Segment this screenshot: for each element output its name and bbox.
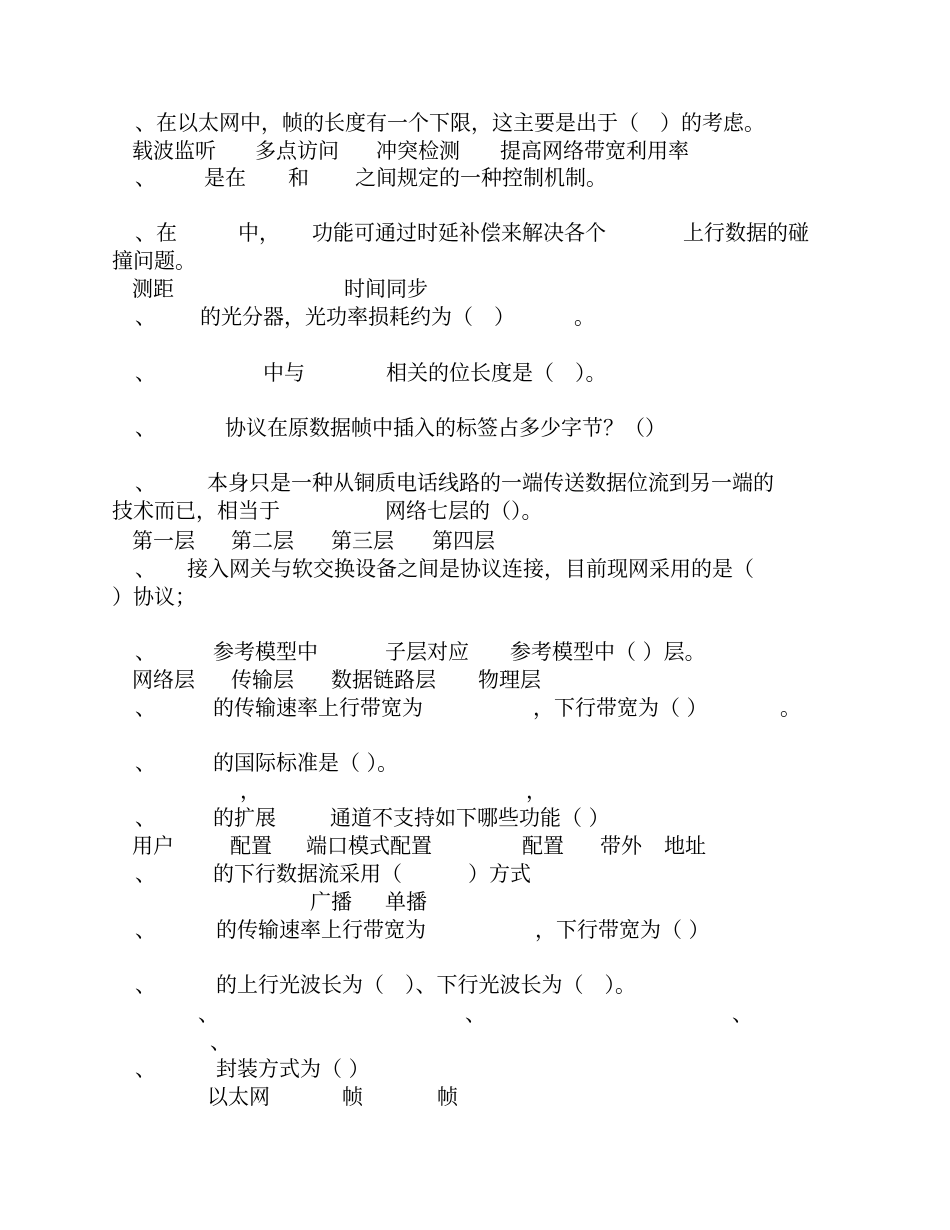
q1-options-seg-2: 多点访问 bbox=[255, 139, 339, 163]
q13-options-seg-2: 单播 bbox=[385, 890, 427, 914]
q15-text bbox=[0, 971, 950, 999]
q7-text bbox=[0, 469, 950, 497]
q2-text-seg-4: 之间规定的一种控制机制。 bbox=[355, 166, 607, 190]
q12-options-seg-4: 配置 bbox=[522, 834, 564, 858]
q13-text-seg-2: 的下行数据流采用（ bbox=[213, 862, 402, 886]
q4-text-seg-1: 、 bbox=[135, 305, 156, 329]
q3-text-seg-3: 功能可通过时延补偿来解决各个 bbox=[312, 221, 606, 245]
q9-options-seg-4: 物理层 bbox=[478, 668, 541, 692]
q3-text-seg-2: 中， bbox=[238, 221, 280, 245]
q12-options bbox=[0, 832, 950, 860]
q12-options-seg-5: 带外 bbox=[600, 834, 642, 858]
q3-text-cont-seg-1: 撞问题。 bbox=[112, 249, 196, 273]
q10-text bbox=[0, 694, 950, 722]
q12-options-seg-6: 地址 bbox=[664, 834, 706, 858]
q16-options-seg-1: 以太网 bbox=[207, 1085, 270, 1109]
q13-text-seg-1: 、 bbox=[135, 862, 156, 886]
q14-text bbox=[0, 916, 950, 944]
q12-options-seg-3: 端口模式配置 bbox=[306, 834, 432, 858]
q9-text-seg-4: 参考模型中（ ）层。 bbox=[510, 640, 706, 664]
q1-options-seg-4: 提高网络带宽利用率 bbox=[500, 139, 689, 163]
q9-text bbox=[0, 638, 950, 666]
q5-text-seg-2: 中与 bbox=[263, 361, 305, 385]
q10-text-seg-4: 。 bbox=[780, 696, 801, 720]
q11-options-seg-2: ， bbox=[526, 779, 547, 803]
q8-text-seg-2: 接入网关与软交换设备之间是协议连接，目前现网采用的是（ bbox=[187, 557, 754, 581]
q6-text-seg-2: 协议在原数据帧中插入的标签占多少字节？（） bbox=[225, 416, 666, 440]
q8-text-seg-1: 、 bbox=[135, 557, 156, 581]
q9-options-seg-1: 网络层 bbox=[132, 668, 195, 692]
q13-text-seg-3: ）方式 bbox=[468, 862, 531, 886]
q12-options-seg-1: 用户 bbox=[132, 834, 174, 858]
q3-text-seg-4: 上行数据的碰 bbox=[683, 221, 809, 245]
q14-text-seg-3: ，下行带宽为（ ） bbox=[535, 918, 710, 942]
q7-text-seg-1: 、 bbox=[135, 471, 156, 495]
q7-options-seg-3: 第三层 bbox=[331, 529, 394, 553]
q16-options-seg-3: 帧 bbox=[437, 1085, 458, 1109]
q13-options bbox=[0, 888, 950, 916]
q12-text-seg-1: 、 bbox=[135, 806, 156, 830]
q11-text-seg-1: 、 bbox=[135, 751, 156, 775]
q9-options-seg-2: 传输层 bbox=[231, 668, 294, 692]
q15-options-cont-seg-1: 、 bbox=[210, 1030, 231, 1054]
q3-text-seg-1: 、在 bbox=[135, 221, 177, 245]
q7-options bbox=[0, 527, 950, 555]
q11-text-seg-2: 的国际标准是（ ）。 bbox=[213, 751, 399, 775]
q16-text-seg-1: 、 bbox=[135, 1057, 156, 1081]
q13-text bbox=[0, 860, 950, 888]
q15-text-seg-1: 、 bbox=[135, 973, 156, 997]
q16-text bbox=[0, 1055, 950, 1083]
q1-text bbox=[0, 109, 950, 137]
q9-text-seg-1: 、 bbox=[135, 640, 156, 664]
q15-options bbox=[0, 1000, 950, 1028]
q3-options bbox=[0, 275, 950, 303]
q12-options-seg-2: 配置 bbox=[230, 834, 272, 858]
q6-text bbox=[0, 414, 950, 442]
q15-options-seg-1: 、 bbox=[198, 1002, 219, 1026]
q2-text-seg-1: 、 bbox=[135, 166, 156, 190]
q4-text-seg-2: 的光分器，光功率损耗约为（ ） bbox=[200, 305, 515, 329]
q1-options-seg-1: 载波监听 bbox=[132, 139, 216, 163]
q9-text-seg-2: 参考模型中 bbox=[213, 640, 318, 664]
q16-options bbox=[0, 1083, 950, 1111]
q3-options-seg-2: 时间同步 bbox=[344, 277, 428, 301]
q7-text-cont-seg-2: 网络七层的（）。 bbox=[385, 499, 543, 523]
q7-text-cont bbox=[0, 497, 950, 525]
q3-options-seg-1: 测距 bbox=[132, 277, 174, 301]
q15-options-seg-3: 、 bbox=[732, 1002, 753, 1026]
q4-text bbox=[0, 303, 950, 331]
q10-text-seg-1: 、 bbox=[135, 696, 156, 720]
q10-text-seg-3: ，下行带宽为（ ） bbox=[533, 696, 708, 720]
q11-options bbox=[0, 777, 950, 805]
q10-text-seg-2: 的传输速率上行带宽为 bbox=[213, 696, 423, 720]
q1-options-seg-3: 冲突检测 bbox=[376, 139, 460, 163]
q14-text-seg-1: 、 bbox=[135, 918, 156, 942]
q8-text bbox=[0, 555, 950, 583]
q2-text-seg-3: 和 bbox=[288, 166, 309, 190]
q3-text bbox=[0, 219, 950, 247]
q5-text bbox=[0, 359, 950, 387]
q7-options-seg-1: 第一层 bbox=[132, 529, 195, 553]
q12-text-seg-3: 通道不支持如下哪些功能（ ） bbox=[330, 806, 610, 830]
q9-options-seg-3: 数据链路层 bbox=[331, 668, 436, 692]
q8-text-cont-seg-1: ）协议； bbox=[112, 585, 196, 609]
q11-options-seg-1: ， bbox=[240, 779, 261, 803]
q2-text bbox=[0, 164, 950, 192]
q5-text-seg-1: 、 bbox=[135, 361, 156, 385]
q16-options-seg-2: 帧 bbox=[342, 1085, 363, 1109]
q14-text-seg-2: 的传输速率上行带宽为 bbox=[216, 918, 426, 942]
q7-text-cont-seg-1: 技术而已，相当于 bbox=[112, 499, 280, 523]
q8-text-cont bbox=[0, 583, 950, 611]
q15-options-cont bbox=[0, 1028, 950, 1056]
q11-text bbox=[0, 749, 950, 777]
q9-options bbox=[0, 666, 950, 694]
q12-text bbox=[0, 804, 950, 832]
q1-text-seg-1: 、在以太网中，帧的长度有一个下限，这主要是出于（ ）的考虑。 bbox=[135, 111, 765, 135]
q12-text-seg-2: 的扩展 bbox=[213, 806, 276, 830]
q3-text-cont bbox=[0, 247, 950, 275]
q2-text-seg-2: 是在 bbox=[204, 166, 246, 190]
q7-options-seg-4: 第四层 bbox=[432, 529, 495, 553]
q16-text-seg-2: 封装方式为（ ） bbox=[216, 1057, 370, 1081]
q5-text-seg-3: 相关的位长度是（ ）。 bbox=[386, 361, 607, 385]
q9-text-seg-3: 子层对应 bbox=[385, 640, 469, 664]
q15-text-seg-2: 的上行光波长为（ ）、下行光波长为（ ）。 bbox=[216, 973, 636, 997]
q1-options bbox=[0, 137, 950, 165]
q15-options-seg-2: 、 bbox=[465, 1002, 486, 1026]
q7-options-seg-2: 第二层 bbox=[231, 529, 294, 553]
q13-options-seg-1: 广播 bbox=[310, 890, 352, 914]
q6-text-seg-1: 、 bbox=[135, 416, 156, 440]
q7-text-seg-2: 本身只是一种从铜质电话线路的一端传送数据位流到另一端的 bbox=[207, 471, 774, 495]
q4-text-seg-3: 。 bbox=[574, 305, 595, 329]
